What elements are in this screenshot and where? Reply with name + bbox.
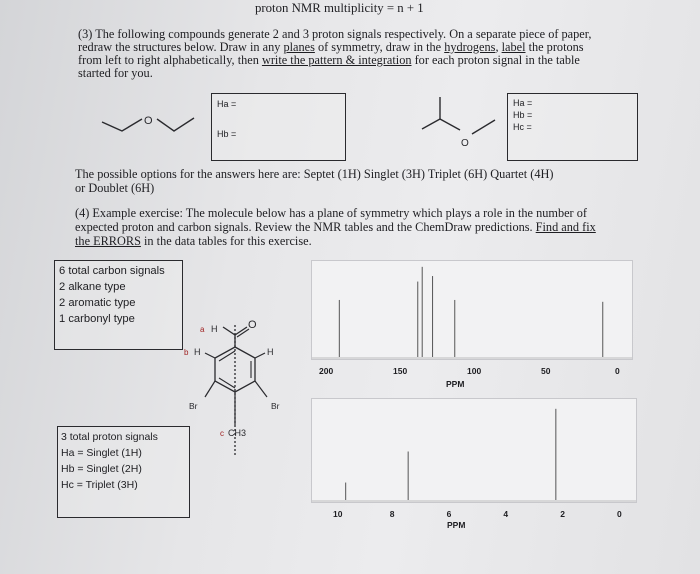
bromine-left-label: Br (189, 401, 198, 411)
spectrum-tick-label: 0 (615, 366, 620, 376)
carbon-box-line-1: 6 total carbon signals (59, 265, 165, 277)
proton-spectrum-xlabel: PPM (447, 520, 466, 530)
spectrum-tick-label: 50 (541, 366, 551, 376)
spectrum-tick-label: 10 (333, 509, 343, 519)
q4-line-3 (75, 235, 312, 248)
page-title: proton NMR multiplicity = n + 1 (255, 1, 424, 15)
answer-box-2-ha: Ha = (513, 98, 533, 108)
spectrum-tick-label: 4 (503, 509, 509, 519)
spectrum-tick-label: 2 (560, 509, 565, 519)
proton-box-line-4: Hc = Triplet (3H) (61, 479, 138, 491)
methyl-label: CH3 (228, 428, 247, 438)
answer-box-1-hb: Hb = (217, 129, 237, 139)
label-c: c (220, 429, 224, 438)
options-line-1: The possible options for the answers here are: Septet (1H) Singlet (3H) Triplet (6H) Quartet (4H) (75, 167, 554, 181)
carbon-spectrum-xlabel: PPM (446, 379, 465, 389)
q3-line-3 (78, 54, 580, 67)
q3-label: label (501, 40, 526, 54)
proton-box-line-1: 3 total proton signals (61, 431, 158, 443)
answer-box-2-hc: Hc = (513, 122, 532, 132)
spectrum-tick-label: 6 (446, 509, 452, 519)
q4-errors: the ERRORS (75, 234, 141, 248)
spectrum-tick-label: 8 (389, 509, 395, 519)
label-a: a (200, 325, 205, 334)
q4-find-and-fix: Find and fix (535, 220, 596, 234)
q3-line-4: started for you. (78, 66, 153, 80)
ether-2-oxygen-label: O (461, 138, 469, 149)
q3-planes: planes (283, 40, 315, 54)
q3-line-2-a: redraw the structures below. Draw in any (78, 40, 284, 54)
q3-hydrogens: hydrogens (444, 40, 496, 54)
carbon-box-line-3: 2 aromatic type (59, 297, 136, 309)
carbon-signals-box (54, 260, 183, 350)
proton-box-line-2: Ha = Singlet (1H) (61, 447, 142, 459)
aromatic-h-left-label: H (194, 347, 201, 357)
options-line-2: or Doublet (6H) (75, 181, 155, 195)
answer-box-1-ha: Ha = (217, 99, 237, 109)
proton-box-line-3: Hb = Singlet (2H) (61, 463, 142, 475)
q4-line-2-a: expected proton and carbon signals. Review the NMR tables and the ChemDraw predictions. (75, 220, 536, 234)
ether-oxygen-label: O (144, 115, 153, 127)
q3-line-2-g: the protons (525, 40, 584, 54)
carbon-nmr-spectrum (311, 260, 633, 360)
q3-line-2-c: of symmetry, draw in the (314, 40, 445, 54)
proton-spectrum-ticks (311, 509, 635, 523)
isopropyl-methyl-ether-structure (410, 92, 510, 152)
q3-write-pattern: write the pattern & integration (261, 53, 412, 67)
proton-spectrum-plot (312, 399, 636, 502)
q4-line-3-b: in the data tables for this exercise. (140, 234, 312, 248)
answer-box-2[interactable] (507, 93, 638, 161)
q3-line-1: (3) The following compounds generate 2 and 3 proton signals respectively. On a separate piece of paper, (78, 27, 592, 41)
answer-box-2-hb: Hb = (513, 110, 533, 120)
bromine-right-label: Br (271, 401, 280, 411)
spectrum-tick-label: 0 (617, 509, 622, 519)
carbon-spectrum-plot (312, 261, 632, 359)
aldehyde-h-label: H (211, 324, 218, 334)
q4-line-2 (75, 221, 596, 234)
answer-box-1[interactable] (211, 93, 346, 161)
spectrum-tick-label: 100 (467, 366, 482, 376)
aromatic-h-right-label: H (267, 347, 274, 357)
proton-signals-box (57, 426, 190, 518)
q3-line-2-e: , (495, 40, 502, 54)
q4-line-1: (4) Example exercise: The molecule below has a plane of symmetry which plays a role in the number of (75, 206, 587, 220)
spectrum-tick-label: 200 (319, 366, 334, 376)
dibromo-methylbenzaldehyde-structure (175, 305, 305, 465)
carbon-box-line-2: 2 alkane type (59, 281, 126, 293)
spectrum-tick-label: 150 (393, 366, 408, 376)
q3-line-3-a: from left to right alphabetically, then (78, 53, 262, 67)
q3-line-3-c: for each proton signal in the table (411, 53, 580, 67)
carbonyl-o-label: O (248, 319, 257, 331)
label-b: b (184, 348, 189, 357)
diethyl-ether-structure (100, 100, 200, 140)
carbon-box-line-4: 1 carbonyl type (59, 313, 135, 325)
proton-nmr-spectrum (311, 398, 637, 503)
carbon-spectrum-ticks (311, 366, 631, 380)
